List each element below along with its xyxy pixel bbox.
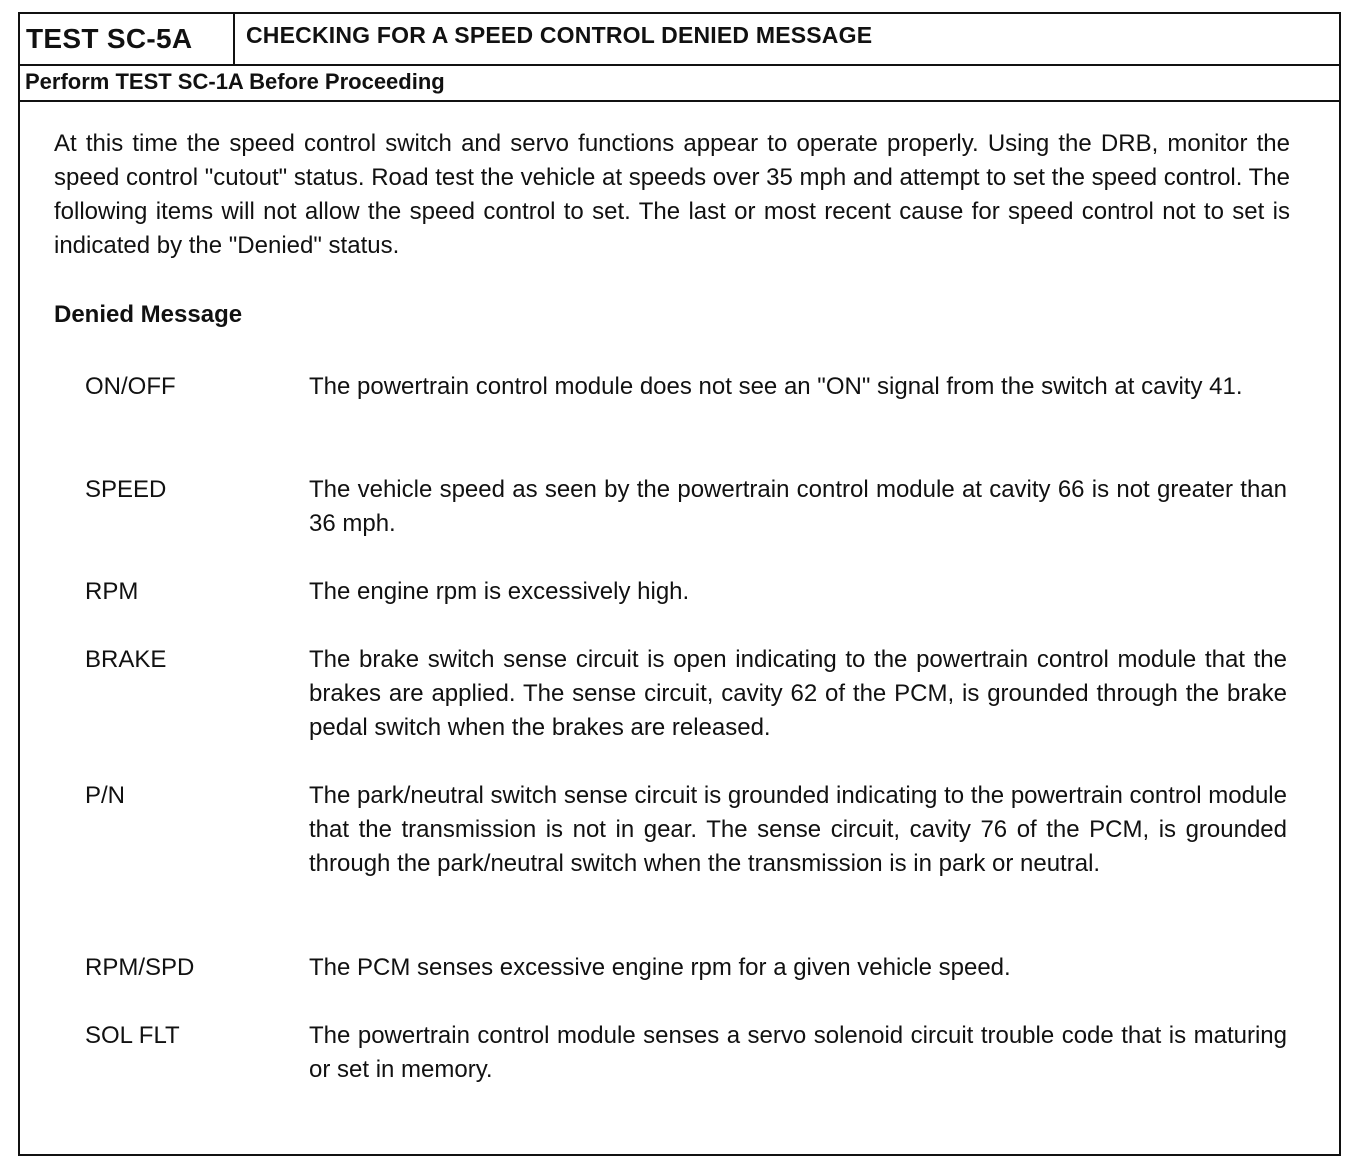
message-code: SOL FLT xyxy=(85,1022,180,1049)
intro-paragraph: At this time the speed control switch and servo functions appear to operate properly. Using the DRB, monitor the speed control "cutout" status. Road test the vehicle at speeds over 35 mph and attempt to set the speed control. The following items will not allow the speed control to set. The last or most recent cause for speed control not to set is indicated by the "Denied" status. xyxy=(54,130,1290,259)
message-description: The powertrain control module does not see an "ON" signal from the switch at cavity 41. xyxy=(309,373,1243,400)
header-row xyxy=(20,14,1339,66)
message-code: BRAKE xyxy=(85,646,167,673)
message-description: The PCM senses excessive engine rpm for a given vehicle speed. xyxy=(309,954,1011,981)
message-description: The brake switch sense circuit is open indicating to the powertrain control module that the brakes are applied. The sense circuit, cavity 62 of the PCM, is grounded through the brake pedal switch when the brakes are released. xyxy=(309,646,1287,741)
section-heading: Denied Message xyxy=(54,301,243,328)
test-id: TEST SC-5A xyxy=(20,14,235,64)
test-title: CHECKING FOR A SPEED CONTROL DENIED MESSAGE xyxy=(246,22,873,48)
message-code: ON/OFF xyxy=(85,373,176,400)
test-procedure-box xyxy=(18,12,1341,1156)
prerequisite-note: Perform TEST SC-1A Before Proceeding xyxy=(20,66,1339,102)
message-description: The powertrain control module senses a servo solenoid circuit trouble code that is maturing or set in memory. xyxy=(309,1022,1287,1083)
message-code: SPEED xyxy=(85,476,167,503)
message-description: The engine rpm is excessively high. xyxy=(309,578,690,605)
message-code: RPM/SPD xyxy=(85,954,195,981)
message-code: RPM xyxy=(85,578,139,605)
message-description: The vehicle speed as seen by the powertrain control module at cavity 66 is not greater than 36 mph. xyxy=(309,476,1287,537)
message-description: The park/neutral switch sense circuit is grounded indicating to the powertrain control module that the transmission is not in gear. The sense circuit, cavity 76 of the PCM, is grounded through the park/neutral switch when the transmission is in park or neutral. xyxy=(309,782,1287,877)
message-code: P/N xyxy=(85,782,126,809)
